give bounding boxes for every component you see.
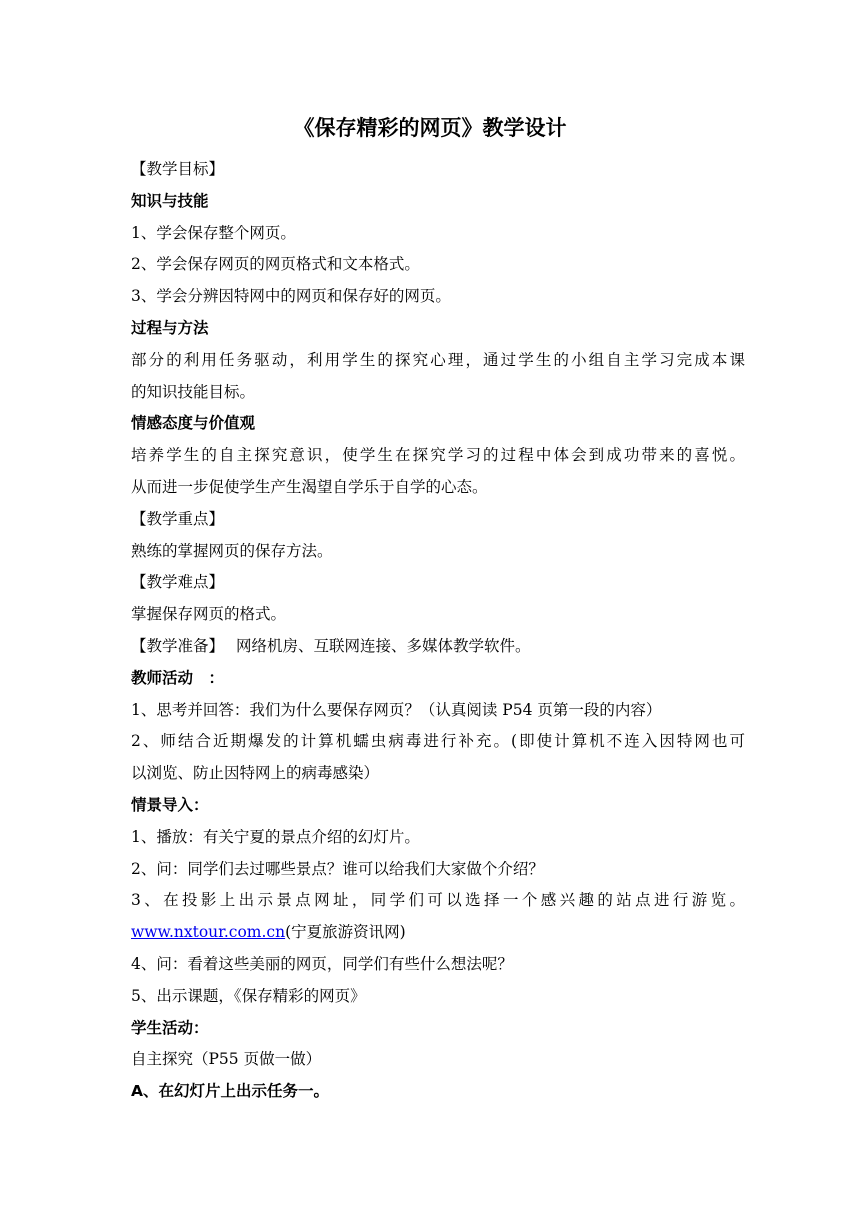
- key-text: 熟练的掌握网页的保存方法。: [131, 541, 333, 560]
- objectives-heading: 【教学目标】: [131, 160, 225, 178]
- emotion-heading: 情感态度与价值观: [131, 414, 256, 433]
- key-heading: 【教学重点】: [131, 509, 225, 528]
- emotion-line: 培养学生的自主探究意识，使学生在探究学习的过程中体会到成功带来的喜悦。: [131, 446, 745, 465]
- scene-link-line: [131, 917, 745, 949]
- prep-heading: 【教学准备】: [131, 636, 225, 655]
- process-line: 部分的利用任务驱动，利用学生的探究心理，通过学生的小组自主学习完成本课: [131, 350, 745, 369]
- prep-text: 网络机房、互联网连接、多媒体教学软件。: [236, 636, 531, 655]
- scene-item: 3、在投影上出示景点网址，同学们可以选择一个感兴趣的站点进行游览。: [131, 891, 745, 910]
- scene-item: 5、出示课题，《保存精彩的网页》: [131, 986, 366, 1005]
- scene-heading: 情景导入：: [131, 795, 209, 814]
- teacher-item: 2、师结合近期爆发的计算机蠕虫病毒进行补充。(即使计算机不连入因特网也可: [131, 732, 745, 751]
- difficulty-heading: 【教学难点】: [131, 573, 225, 592]
- emotion-line: 从而进一步促使学生产生渴望自学乐于自学的心态。: [131, 477, 488, 496]
- scene-item: 1、播放：有关宁夏的景点介绍的幻灯片。: [131, 827, 420, 846]
- document-title: 《保存精彩的网页》教学设计: [293, 116, 567, 140]
- process-line: 的知识技能目标。: [131, 382, 256, 401]
- teacher-heading: 教师活动 ：: [131, 668, 225, 687]
- document-body: [131, 154, 745, 1108]
- scene-link[interactable]: www.nxtour.com.cn: [131, 923, 286, 942]
- knowledge-item: 3、学会分辨因特网中的网页和保存好的网页。: [131, 287, 451, 306]
- student-heading: 学生活动：: [131, 1018, 209, 1037]
- task-a: A、在幻灯片上出示任务一。: [131, 1082, 329, 1101]
- scene-item: 2、问：同学们去过哪些景点？谁可以给我们大家做个介绍？: [131, 859, 544, 878]
- scene-item: 4、问：看着这些美丽的网页，同学们有些什么想法呢？: [131, 954, 513, 973]
- teacher-item: 以浏览、防止因特网上的病毒感染）: [131, 764, 380, 783]
- prep-line: [131, 631, 745, 663]
- knowledge-item: 2、学会保存网页的网页格式和文本格式。: [131, 255, 420, 274]
- student-text: 自主探究（P55 页做一做）: [131, 1050, 322, 1069]
- teacher-item: 1、思考并回答：我们为什么要保存网页？（认真阅读 P54 页第一段的内容）: [131, 700, 662, 719]
- knowledge-heading: 知识与技能: [131, 191, 209, 210]
- knowledge-item: 1、学会保存整个网页。: [131, 223, 296, 242]
- scene-link-suffix: (宁夏旅游资讯网): [285, 923, 406, 942]
- difficulty-text: 掌握保存网页的格式。: [131, 605, 287, 624]
- process-heading: 过程与方法: [131, 318, 209, 337]
